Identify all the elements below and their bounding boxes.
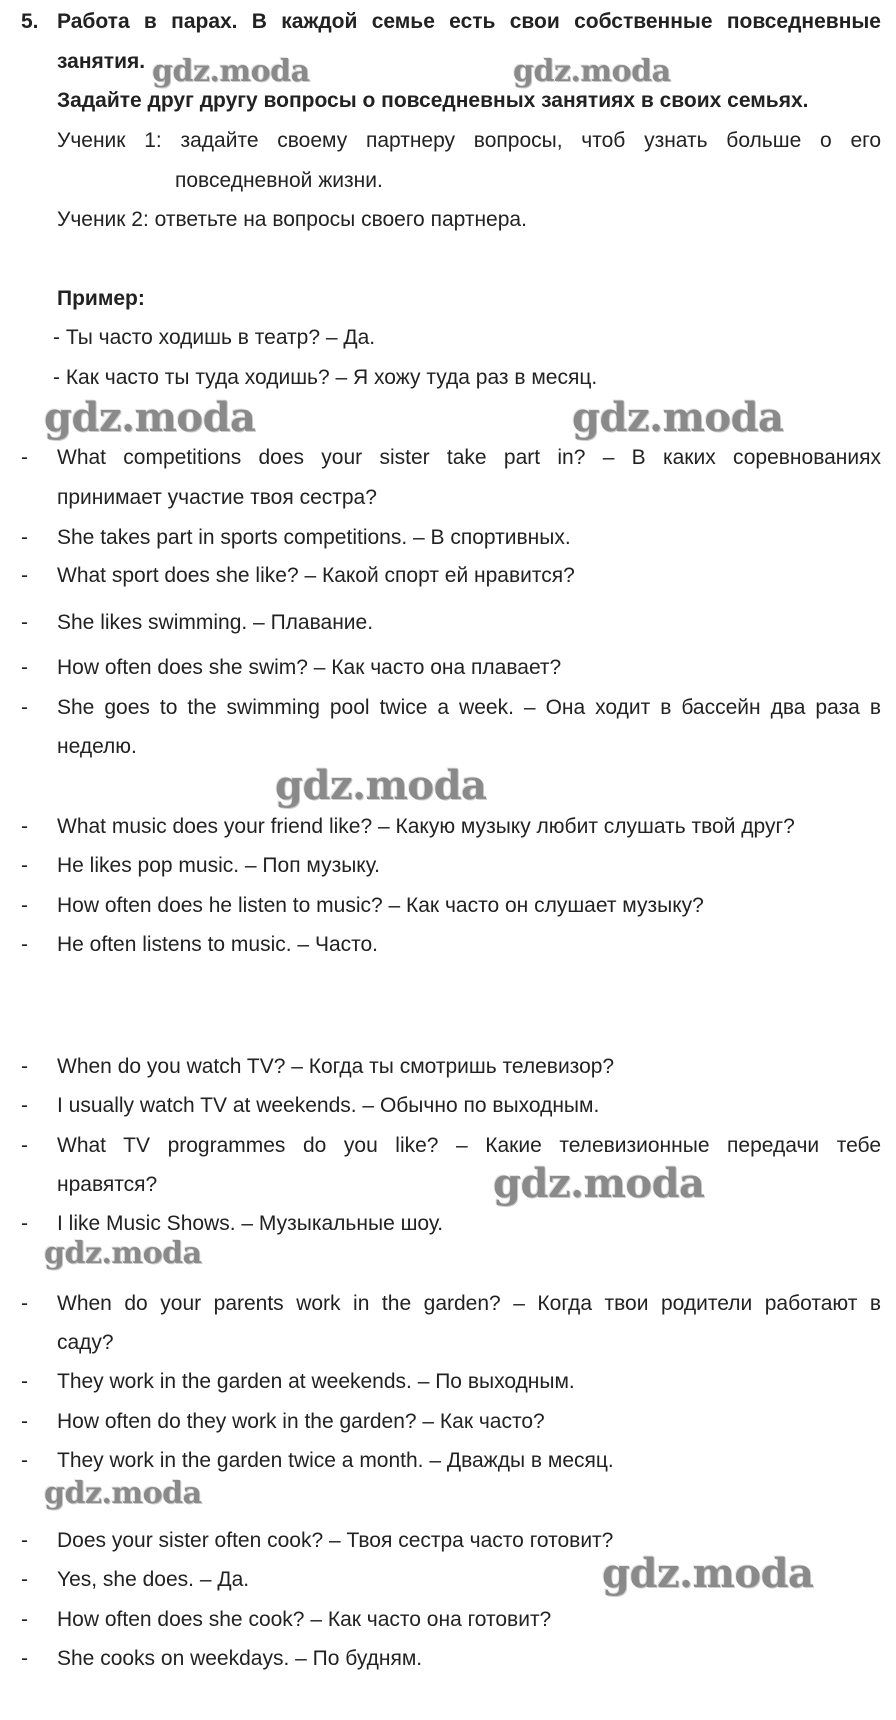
dialogue-line-cont: нравятся? xyxy=(57,1173,158,1196)
list-bullet: - xyxy=(21,1449,28,1472)
watermark: gdz.moda xyxy=(275,762,487,809)
list-bullet: - xyxy=(21,1292,28,1315)
watermark: gdz.moda xyxy=(602,1550,814,1597)
dialogue-line: They work in the garden twice a month. – Дважды в месяц. xyxy=(57,1449,614,1472)
example-line: - Ты часто ходишь в театр? – Да. xyxy=(53,326,376,349)
dialogue-line: She takes part in sports competitions. – В спортивных. xyxy=(57,526,571,549)
list-bullet: - xyxy=(21,526,28,549)
dialogue-line: Yes, she does. – Да. xyxy=(57,1568,250,1591)
example-line: - Как часто ты туда ходишь? – Я хожу туда раз в месяц. xyxy=(53,366,598,389)
dialogue-line: What competitions does your sister take part in? – В каких соревнованиях xyxy=(57,446,881,469)
dialogue-line: I like Music Shows. – Музыкальные шоу. xyxy=(57,1212,444,1235)
dialogue-line: What TV programmes do you like? – Какие телевизионные передачи тебе xyxy=(57,1134,881,1157)
dialogue-line: How often does she cook? – Как часто она готовит? xyxy=(57,1608,552,1631)
watermark: gdz.moda xyxy=(513,54,671,89)
list-bullet: - xyxy=(21,894,28,917)
list-bullet: - xyxy=(21,1134,28,1157)
list-bullet: - xyxy=(21,1529,28,1552)
task-heading-cont: занятия. xyxy=(57,50,146,73)
list-bullet: - xyxy=(21,1370,28,1393)
list-bullet: - xyxy=(21,1608,28,1631)
student2-instruction: Ученик 2: ответьте на вопросы своего партнера. xyxy=(57,208,527,231)
dialogue-line: She likes swimming. – Плавание. xyxy=(57,611,374,634)
list-bullet: - xyxy=(21,1055,28,1078)
list-bullet: - xyxy=(21,446,28,469)
dialogue-line: How often does he listen to music? – Как часто он слушает музыку? xyxy=(57,894,704,917)
list-bullet: - xyxy=(21,656,28,679)
watermark: gdz.moda xyxy=(152,54,310,89)
dialogue-line: What music does your friend like? – Какую музыку любит слушать твой друг? xyxy=(57,815,795,838)
watermark: gdz.moda xyxy=(44,1476,202,1511)
dialogue-line: He often listens to music. – Часто. xyxy=(57,933,379,956)
dialogue-line-cont: принимает участие твоя сестра? xyxy=(57,486,377,509)
task-heading: Работа в парах. В каждой семье есть свои собственные повседневные xyxy=(57,10,881,33)
watermark: gdz.moda xyxy=(44,1236,202,1271)
task-number: 5. xyxy=(21,10,39,33)
student1-instruction: Ученик 1: задайте своему партнеру вопросы, чтоб узнать больше о его xyxy=(57,129,881,152)
list-bullet: - xyxy=(21,564,28,587)
dialogue-line: I usually watch TV at weekends. – Обычно по выходным. xyxy=(57,1094,600,1117)
list-bullet: - xyxy=(21,1094,28,1117)
watermark: gdz.moda xyxy=(44,394,256,441)
dialogue-line: When do your parents work in the garden? – Когда твои родители работают в xyxy=(57,1292,881,1315)
student1-instruction-cont: повседневной жизни. xyxy=(175,169,383,192)
dialogue-line: She cooks on weekdays. – По будням. xyxy=(57,1647,423,1670)
list-bullet: - xyxy=(21,1212,28,1235)
dialogue-line: Does your sister often cook? – Твоя сестра часто готовит? xyxy=(57,1529,614,1552)
dialogue-line: How often do they work in the garden? – Как часто? xyxy=(57,1410,545,1433)
list-bullet: - xyxy=(21,1568,28,1591)
list-bullet: - xyxy=(21,696,28,719)
dialogue-line: They work in the garden at weekends. – По выходным. xyxy=(57,1370,575,1393)
list-bullet: - xyxy=(21,1647,28,1670)
dialogue-line-cont: саду? xyxy=(57,1331,114,1354)
dialogue-line: He likes pop music. – Поп музыку. xyxy=(57,854,380,877)
task-instruction: Задайте друг другу вопросы о повседневных занятиях в своих семьях. xyxy=(57,89,809,112)
dialogue-line: She goes to the swimming pool twice a week. – Она ходит в бассейн два раза в xyxy=(57,696,881,719)
example-title: Пример: xyxy=(57,287,145,310)
dialogue-line: When do you watch TV? – Когда ты смотришь телевизор? xyxy=(57,1055,615,1078)
watermark: gdz.moda xyxy=(572,394,784,441)
list-bullet: - xyxy=(21,611,28,634)
watermark: gdz.moda xyxy=(493,1160,705,1207)
list-bullet: - xyxy=(21,933,28,956)
dialogue-line: What sport does she like? – Какой спорт ей нравится? xyxy=(57,564,575,587)
dialogue-line: How often does she swim? – Как часто она плавает? xyxy=(57,656,562,679)
list-bullet: - xyxy=(21,815,28,838)
list-bullet: - xyxy=(21,854,28,877)
dialogue-line-cont: неделю. xyxy=(57,735,137,758)
list-bullet: - xyxy=(21,1410,28,1433)
